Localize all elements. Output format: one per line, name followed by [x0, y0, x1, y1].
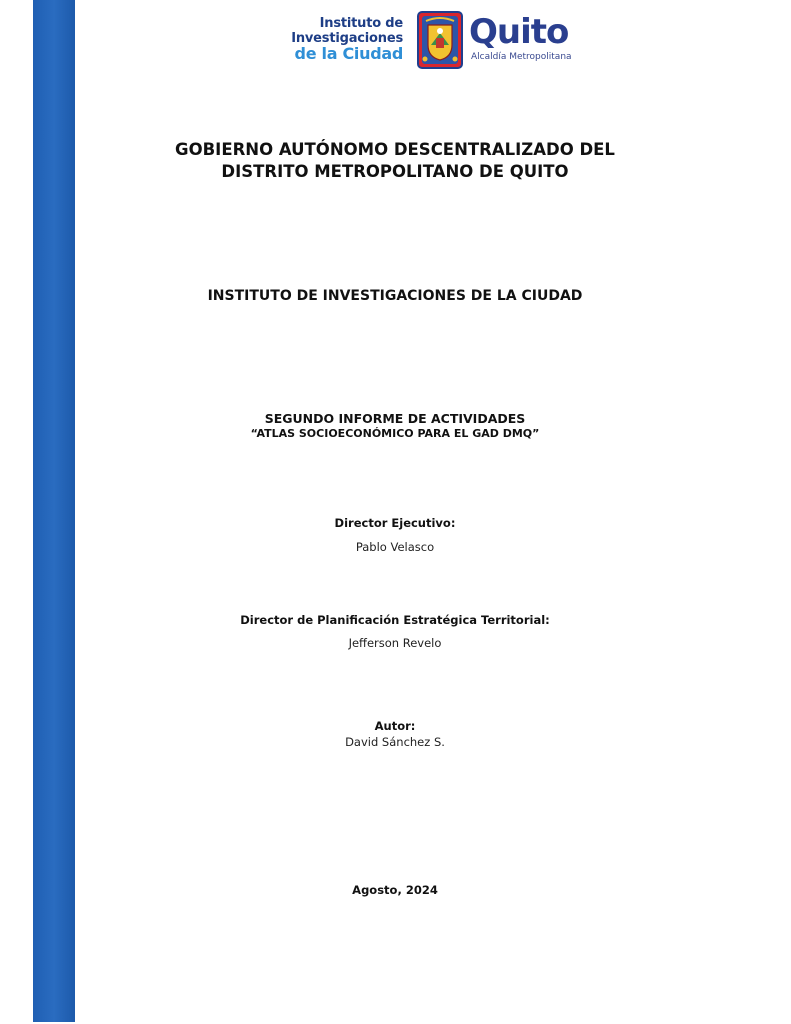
institute-logo-line3: de la Ciudad: [294, 44, 403, 63]
report-subtitle: “ATLAS SOCIOECONÓMICO PARA EL GAD DMQ”: [250, 427, 540, 440]
report-title: SEGUNDO INFORME DE ACTIVIDADES: [264, 411, 526, 426]
header-logos: [288, 10, 583, 72]
side-color-band: [33, 0, 75, 1022]
main-title-line1: GOBIERNO AUTÓNOMO DESCENTRALIZADO DEL: [175, 140, 615, 159]
institute-logo-line1: Instituto de: [319, 16, 403, 31]
quito-crest-icon: [417, 11, 463, 69]
alcaldia-subtitle: Alcaldía Metropolitana: [471, 52, 572, 62]
planning-director-name: Jefferson Revelo: [348, 636, 442, 650]
quito-logo-word: Quito: [469, 12, 569, 52]
institute-title: INSTITUTO DE INVESTIGACIONES DE LA CIUDAD: [207, 288, 583, 304]
report-title-block: [75, 411, 715, 441]
author-name: David Sánchez S.: [345, 735, 445, 749]
planning-director-label: Director de Planificación Estratégica Territorial:: [240, 613, 550, 627]
director-name: Pablo Velasco: [355, 540, 435, 554]
document-date: Agosto, 2024: [352, 883, 438, 897]
main-title: [75, 139, 715, 183]
institute-logo-line2: Investigaciones: [291, 31, 403, 46]
author-label: Autor:: [374, 719, 416, 733]
director-label: Director Ejecutivo:: [334, 516, 456, 530]
institute-logo: [288, 16, 403, 61]
main-title-line2: DISTRITO METROPOLITANO DE QUITO: [221, 162, 569, 181]
